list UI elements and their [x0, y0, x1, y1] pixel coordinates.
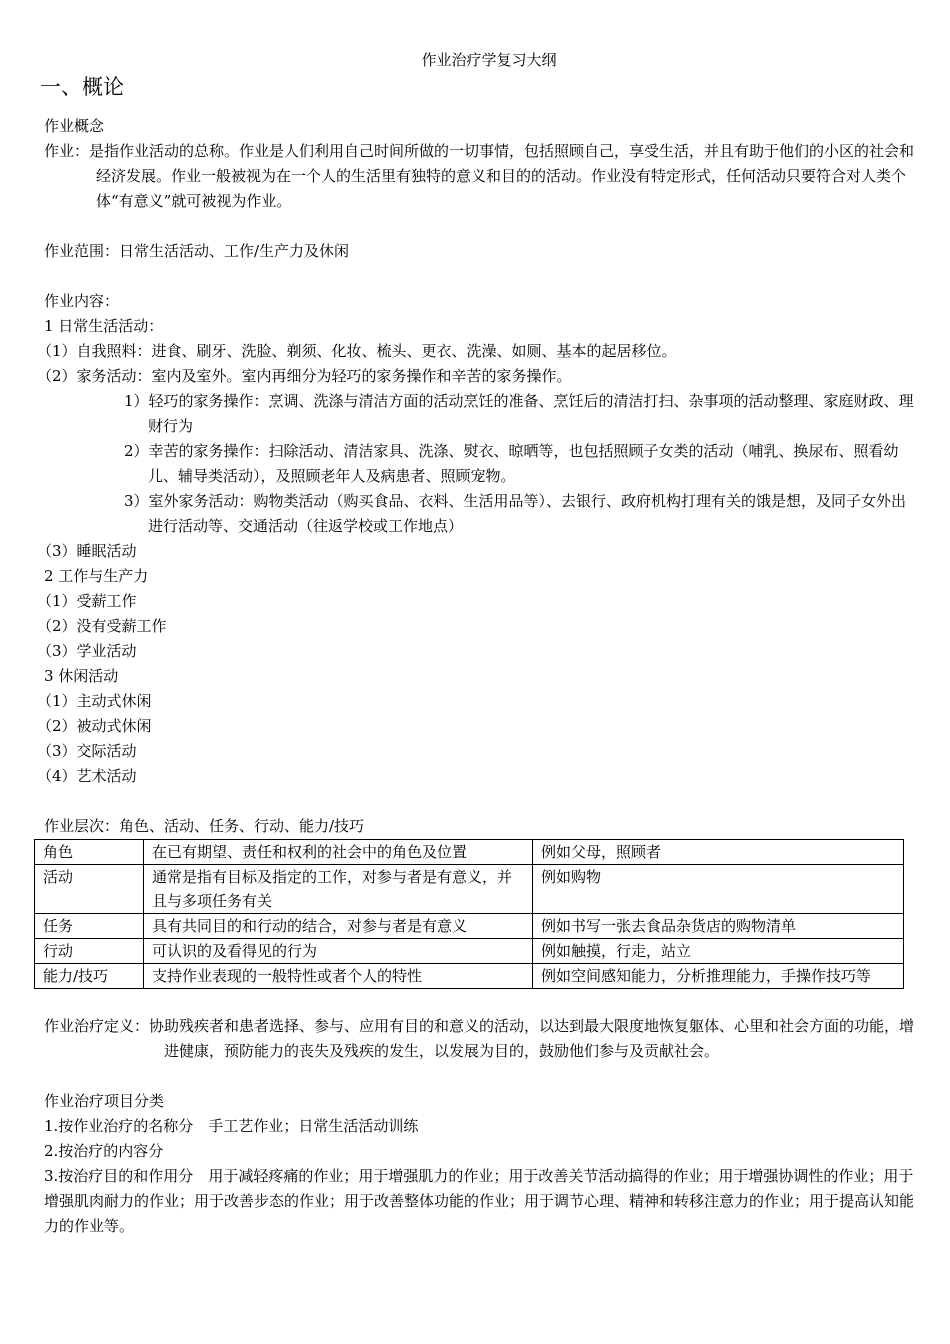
table-cell: 活动: [35, 865, 144, 914]
table-cell: 例如购物: [533, 865, 904, 914]
table-row: [35, 865, 904, 914]
list-item: （3）学业活动: [37, 642, 137, 660]
list-item: （1）主动式休闲: [37, 692, 152, 710]
ot-definition: 作业治疗定义：协助残疾者和患者选择、参与、应用有目的和意义的活动，以达到最大限度地恢复躯体、心里和社会方面的功能，增进健康，预防能力的丧失及残疾的发生，以发展为目的，鼓励他们参与及贡献社会。: [44, 1017, 915, 1060]
classification-heading: 作业治疗项目分类: [44, 1092, 165, 1110]
adl-self-care: （1）自我照料：进食、刷牙、洗脸、剃须、化妆、梳头、更衣、洗澡、如厕、基本的起居移位。: [37, 342, 677, 360]
content-heading: 作业内容：: [44, 292, 120, 310]
table-cell: 角色: [35, 840, 144, 865]
table-cell: 例如空间感知能力，分析推理能力，手操作技巧等: [533, 964, 904, 989]
table-cell: 行动: [35, 939, 144, 964]
table-cell: 在已有期望、责任和权利的社会中的角色及位置: [144, 840, 533, 865]
levels-heading: 作业层次：角色、活动、任务、行动、能力/技巧: [44, 817, 365, 835]
occupation-scope: 作业范围：日常生活活动、工作/生产力及休闲: [44, 242, 350, 260]
classification-item: 2.按治疗的内容分: [44, 1142, 164, 1160]
list-item: （4）艺术活动: [37, 767, 137, 785]
table-cell: 能力/技巧: [35, 964, 144, 989]
table-cell: 支持作业表现的一般特性或者个人的特性: [144, 964, 533, 989]
adl-heading: 1 日常生活活动：: [44, 317, 164, 335]
occupation-definition: 作业：是指作业活动的总称。作业是人们利用自己时间所做的一切事情，包括照顾自己，享受生活，并且有助于他们的小区的社会和经济发展。作业一般被视为在一个人的生活里有独特的意义和目的的活动。作业没有特定形式，任何活动只要符合对人类个体“有意义”就可被视为作业。: [44, 142, 915, 210]
classification-item: 3.按治疗目的和作用分 用于减轻疼痛的作业；用于增强肌力的作业；用于改善关节活动搞得的作业；用于增强协调性的作业；用于增强肌肉耐力的作业；用于改善步态的作业；用于改善整体功能的作业；用于调节心理、精神和转移注意力的作业；用于提高认知能力的作业等。: [44, 1167, 915, 1235]
work-heading: 2 工作与生产力: [44, 567, 149, 585]
list-item: （1）受薪工作: [37, 592, 137, 610]
table-row: [35, 939, 904, 964]
table-row: [35, 964, 904, 989]
housework-heavy: 2）幸苦的家务操作：扫除活动、清洁家具、洗涤、熨衣、晾晒等，也包括照顾子女类的活动（哺乳、换尿布、照看幼儿、辅导类活动），及照顾老年人及病患者、照顾宠物。: [124, 442, 899, 485]
list-item: （2）被动式休闲: [37, 717, 152, 735]
levels-table: [34, 839, 904, 989]
document-title: 作业治疗学复习大纲: [421, 51, 557, 69]
table-cell: 例如父母，照顾者: [533, 840, 904, 865]
table-cell: 通常是指有目标及指定的工作，对参与者是有意义，并且与多项任务有关: [144, 865, 533, 914]
adl-housework: （2）家务活动：室内及室外。室内再细分为轻巧的家务操作和辛苦的家务操作。: [37, 367, 572, 385]
table-row: [35, 914, 904, 939]
housework-outdoor: 3）室外家务活动：购物类活动（购买食品、衣料、生活用品等）、去银行、政府机构打理有关的饿是想，及同子女外出进行活动等、交通活动（往返学校或工作地点）: [124, 492, 907, 535]
list-item: （2）没有受薪工作: [37, 617, 167, 635]
table-cell: 任务: [35, 914, 144, 939]
concept-heading: 作业概念: [44, 117, 105, 135]
section-heading: 一、概论: [40, 75, 124, 99]
housework-light: 1）轻巧的家务操作：烹调、洗涤与清洁方面的活动烹饪的准备、烹饪后的清洁打扫、杂事项的活动整理、家庭财政、理财行为: [124, 392, 914, 435]
table-cell: 例如触摸，行走，站立: [533, 939, 904, 964]
list-item: （3）交际活动: [37, 742, 137, 760]
table-cell: 可认识的及看得见的行为: [144, 939, 533, 964]
adl-sleep: （3）睡眠活动: [37, 542, 137, 560]
table-cell: 具有共同目的和行动的结合，对参与者是有意义: [144, 914, 533, 939]
table-cell: 例如书写一张去食品杂货店的购物清单: [533, 914, 904, 939]
table-row: [35, 840, 904, 865]
leisure-heading: 3 休闲活动: [44, 667, 119, 685]
classification-item: 1.按作业治疗的名称分 手工艺作业；日常生活活动训练: [44, 1117, 419, 1135]
